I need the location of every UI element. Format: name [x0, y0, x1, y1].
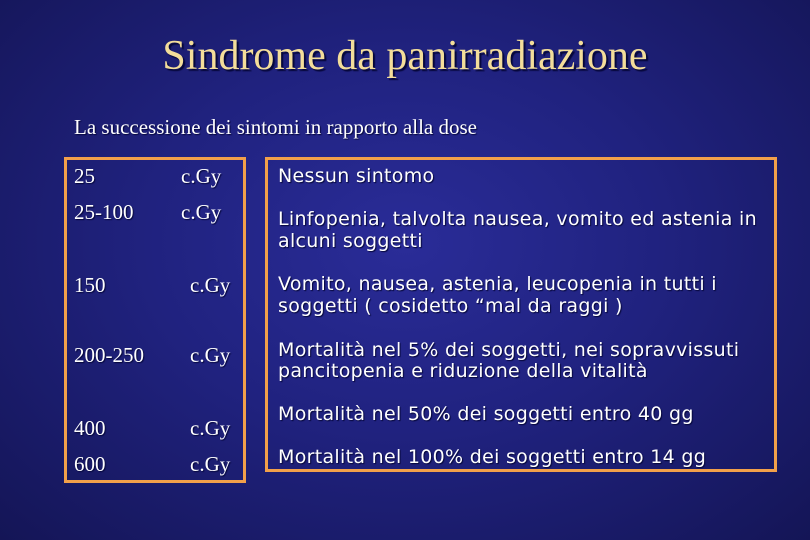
symptom-line: Nessun sintomo — [278, 165, 435, 187]
dose-value: 150 — [74, 273, 106, 297]
dose-unit: c.Gy — [190, 273, 231, 297]
symptom-line: pancitopenia e riduzione della vitalità — [278, 360, 648, 382]
slide-title: Sindrome da panirradiazione — [162, 33, 648, 79]
dose-unit: c.Gy — [190, 416, 231, 440]
dose-unit: c.Gy — [190, 343, 231, 367]
symptom-line: Mortalità nel 5% dei soggetti, nei sopravvissuti — [278, 339, 740, 361]
slide-subtitle: La successione dei sintomi in rapporto alla dose — [74, 115, 477, 139]
dose-unit: c.Gy — [181, 200, 222, 224]
symptom-line: Vomito, nausea, astenia, leucopenia in tutti i — [278, 273, 717, 295]
dose-unit: c.Gy — [181, 164, 222, 188]
dose-unit: c.Gy — [190, 452, 231, 476]
dose-value: 600 — [74, 452, 106, 476]
symptom-line: soggetti ( cosidetto “mal da raggi ) — [278, 295, 623, 317]
dose-value: 25-100 — [74, 200, 134, 224]
dose-value: 200-250 — [74, 343, 144, 367]
symptom-line: Mortalità nel 50% dei soggetti entro 40 gg — [278, 403, 694, 425]
symptom-line: Mortalità nel 100% dei soggetti entro 14 gg — [278, 446, 707, 468]
symptom-line: Linfopenia, talvolta nausea, vomito ed astenia in — [278, 208, 757, 230]
dose-value: 400 — [74, 416, 106, 440]
dose-value: 25 — [74, 164, 95, 188]
symptom-line: alcuni soggetti — [278, 230, 423, 252]
